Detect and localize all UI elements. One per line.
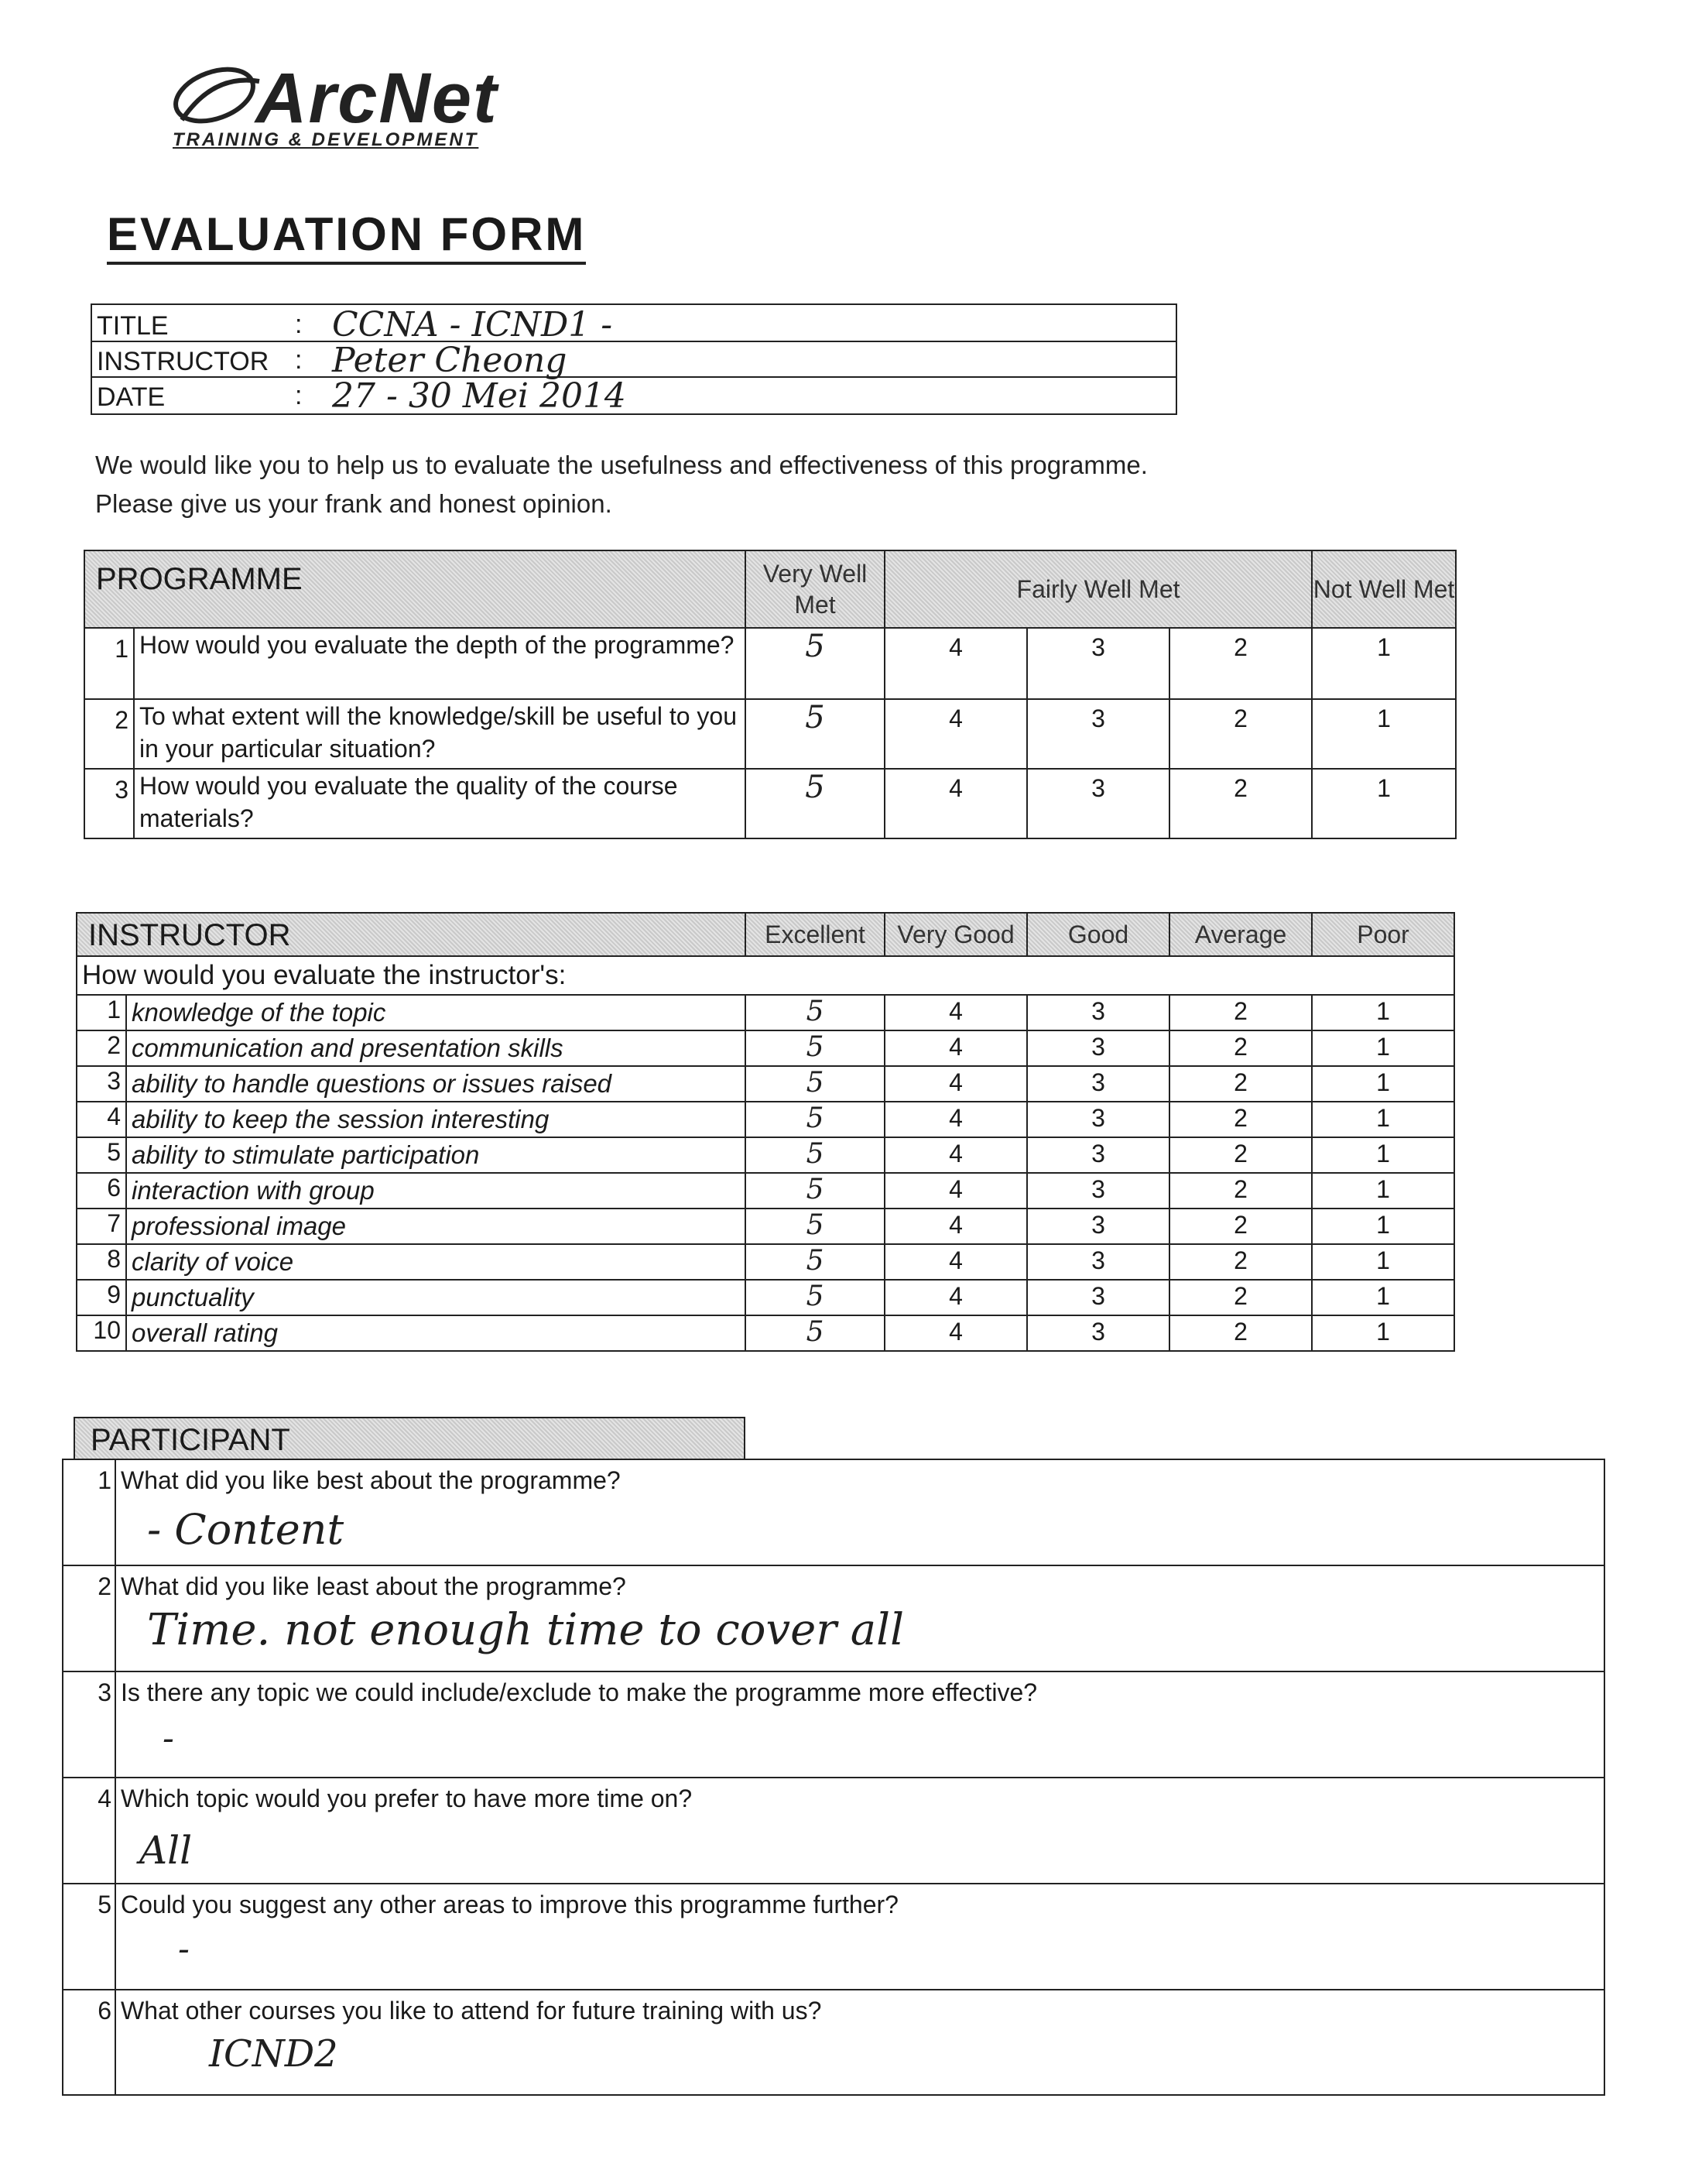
item-text: professional image — [126, 1209, 745, 1244]
rating-3[interactable]: 3 — [1027, 1030, 1169, 1066]
rating-3[interactable]: 3 — [1027, 1173, 1169, 1209]
question-cell — [115, 1990, 1604, 2095]
question-text: To what extent will the knowledge/skill be useful to you in your particular situation? — [134, 699, 745, 769]
rating-1[interactable]: 1 — [1312, 1280, 1454, 1315]
question-cell — [115, 1778, 1604, 1884]
info-colon: : — [295, 381, 303, 410]
question-text: How would you evaluate the depth of the programme? — [134, 628, 745, 699]
participant-row — [63, 1990, 1604, 2095]
instructor-row — [77, 1315, 1454, 1351]
rating-1[interactable]: 1 — [1312, 769, 1456, 838]
rating-3[interactable]: 3 — [1027, 1209, 1169, 1244]
row-number: 9 — [77, 1280, 126, 1315]
item-text: ability to handle questions or issues raised — [126, 1066, 745, 1102]
rating-3[interactable]: 3 — [1027, 699, 1169, 769]
instructor-header — [77, 913, 745, 956]
rating-2[interactable]: 2 — [1169, 1137, 1312, 1173]
rating-2[interactable]: 2 — [1169, 1102, 1312, 1137]
rating-5-marked[interactable]: 5 — [745, 628, 885, 699]
info-row-title — [92, 305, 1176, 345]
programme-row — [84, 628, 1456, 699]
rating-4[interactable]: 4 — [885, 995, 1027, 1030]
intro-line-1: We would like you to help us to evaluate the usefulness and effectiveness of this programme. — [95, 451, 1148, 479]
rating-5-marked[interactable]: 5 — [745, 1066, 885, 1102]
scale-label-low: Not Well Met — [1312, 550, 1456, 628]
row-number: 3 — [77, 1066, 126, 1102]
col-average: Average — [1169, 913, 1312, 956]
rating-5-marked[interactable]: 5 — [745, 1102, 885, 1137]
rating-4[interactable]: 4 — [885, 1280, 1027, 1315]
rating-4[interactable]: 4 — [885, 769, 1027, 838]
course-info-box — [91, 303, 1177, 415]
rating-1[interactable]: 1 — [1312, 1315, 1454, 1351]
rating-1[interactable]: 1 — [1312, 1066, 1454, 1102]
row-number: 5 — [63, 1884, 115, 1990]
col-good: Good — [1027, 913, 1169, 956]
participant-row — [63, 1671, 1604, 1778]
rating-2[interactable]: 2 — [1169, 628, 1312, 699]
rating-5-marked[interactable]: 5 — [745, 995, 885, 1030]
rating-4[interactable]: 4 — [885, 699, 1027, 769]
item-text: ability to keep the session interesting — [126, 1102, 745, 1137]
instructor-row — [77, 1102, 1454, 1137]
programme-heading: PROGRAMME — [96, 562, 303, 596]
col-excellent: Excellent — [745, 913, 885, 956]
rating-1[interactable]: 1 — [1312, 628, 1456, 699]
participant-heading: PARTICIPANT — [91, 1423, 290, 1457]
row-number: 4 — [63, 1778, 115, 1884]
row-number: 3 — [63, 1671, 115, 1778]
rating-3[interactable]: 3 — [1027, 1244, 1169, 1280]
instructor-heading: INSTRUCTOR — [88, 918, 291, 952]
rating-4[interactable]: 4 — [885, 1209, 1027, 1244]
row-number: 6 — [63, 1990, 115, 2095]
rating-5-marked[interactable]: 5 — [745, 1244, 885, 1280]
row-number: 7 — [77, 1209, 126, 1244]
row-number: 8 — [77, 1244, 126, 1280]
rating-1[interactable]: 1 — [1312, 1102, 1454, 1137]
row-number: 6 — [77, 1173, 126, 1209]
rating-2[interactable]: 2 — [1169, 995, 1312, 1030]
rating-2[interactable]: 2 — [1169, 1066, 1312, 1102]
logo-wordmark: ArcNet — [255, 59, 498, 138]
instructor-row — [77, 1244, 1454, 1280]
instructor-prompt: How would you evaluate the instructor's: — [77, 956, 1454, 995]
instructor-table — [76, 912, 1455, 1352]
question-cell — [115, 1884, 1604, 1990]
item-text: overall rating — [126, 1315, 745, 1351]
rating-2[interactable]: 2 — [1169, 1315, 1312, 1351]
programme-table — [84, 550, 1457, 839]
rating-4[interactable]: 4 — [885, 1030, 1027, 1066]
rating-2[interactable]: 2 — [1169, 1244, 1312, 1280]
rating-5-marked[interactable]: 5 — [745, 699, 885, 769]
rating-3[interactable]: 3 — [1027, 628, 1169, 699]
info-value-date[interactable]: 27 - 30 Mei 2014 — [332, 376, 626, 416]
answer-text[interactable]: - — [178, 1929, 190, 1969]
info-row-instructor — [92, 341, 1176, 378]
rating-1[interactable]: 1 — [1312, 699, 1456, 769]
answer-text[interactable]: All — [139, 1828, 193, 1873]
row-number: 5 — [77, 1137, 126, 1173]
form-title: EVALUATION FORM — [107, 209, 586, 265]
rating-1[interactable]: 1 — [1312, 1137, 1454, 1173]
row-number: 2 — [84, 699, 134, 769]
participant-row — [63, 1778, 1604, 1884]
answer-text[interactable]: - Content — [147, 1505, 344, 1554]
rating-3[interactable]: 3 — [1027, 1066, 1169, 1102]
rating-4[interactable]: 4 — [885, 1173, 1027, 1209]
scale-label-high: Very Well Met — [745, 550, 885, 628]
instructor-row — [77, 995, 1454, 1030]
row-number: 3 — [84, 769, 134, 838]
instructor-row — [77, 1280, 1454, 1315]
item-text: interaction with group — [126, 1173, 745, 1209]
info-row-date — [92, 376, 1176, 416]
rating-3[interactable]: 3 — [1027, 1102, 1169, 1137]
info-label: INSTRUCTOR — [97, 347, 269, 376]
rating-2[interactable]: 2 — [1169, 1173, 1312, 1209]
rating-5-marked[interactable]: 5 — [745, 769, 885, 838]
rating-1[interactable]: 1 — [1312, 1030, 1454, 1066]
answer-text[interactable]: ICND2 — [209, 2032, 338, 2076]
instructor-row — [77, 1209, 1454, 1244]
rating-2[interactable]: 2 — [1169, 769, 1312, 838]
rating-3[interactable]: 3 — [1027, 1137, 1169, 1173]
answer-text[interactable]: - — [163, 1719, 174, 1758]
answer-text[interactable]: Time. not enough time to cover all — [147, 1605, 905, 1655]
programme-row — [84, 699, 1456, 769]
row-number: 1 — [84, 628, 134, 699]
rating-2[interactable]: 2 — [1169, 1030, 1312, 1066]
rating-3[interactable]: 3 — [1027, 769, 1169, 838]
rating-5-marked[interactable]: 5 — [745, 1315, 885, 1351]
rating-4[interactable]: 4 — [885, 628, 1027, 699]
question-cell — [115, 1565, 1604, 1671]
item-text: ability to stimulate participation — [126, 1137, 745, 1173]
rating-2[interactable]: 2 — [1169, 699, 1312, 769]
item-text: knowledge of the topic — [126, 995, 745, 1030]
participant-table — [62, 1459, 1605, 2096]
info-label: DATE — [97, 382, 166, 412]
info-value-title[interactable]: CCNA - ICND1 - — [332, 305, 613, 345]
col-very-good: Very Good — [885, 913, 1027, 956]
question-text: Is there any topic we could include/exclude to make the programme more effective? — [121, 1678, 1038, 1706]
rating-1[interactable]: 1 — [1312, 1173, 1454, 1209]
question-text: Could you suggest any other areas to improve this programme further? — [121, 1891, 899, 1918]
rating-5-marked[interactable]: 5 — [745, 1137, 885, 1173]
item-text: punctuality — [126, 1280, 745, 1315]
question-cell — [115, 1671, 1604, 1778]
info-colon: : — [295, 310, 303, 339]
rating-1[interactable]: 1 — [1312, 995, 1454, 1030]
item-text: communication and presentation skills — [126, 1030, 745, 1066]
rating-4[interactable]: 4 — [885, 1315, 1027, 1351]
rating-4[interactable]: 4 — [885, 1102, 1027, 1137]
arcnet-logo — [166, 58, 631, 159]
participant-row — [63, 1459, 1604, 1565]
row-number: 2 — [63, 1565, 115, 1671]
col-poor: Poor — [1312, 913, 1454, 956]
rating-3[interactable]: 3 — [1027, 995, 1169, 1030]
rating-2[interactable]: 2 — [1169, 1209, 1312, 1244]
instructor-row — [77, 1030, 1454, 1066]
participant-row — [63, 1565, 1604, 1671]
rating-5-marked[interactable]: 5 — [745, 1280, 885, 1315]
participant-row — [63, 1884, 1604, 1990]
participant-header — [74, 1417, 745, 1460]
row-number: 1 — [63, 1459, 115, 1565]
rating-5-marked[interactable]: 5 — [745, 1209, 885, 1244]
rating-1[interactable]: 1 — [1312, 1209, 1454, 1244]
question-text: What other courses you like to attend for future training with us? — [121, 1997, 822, 2025]
row-number: 10 — [77, 1315, 126, 1351]
instructor-row — [77, 1173, 1454, 1209]
rating-2[interactable]: 2 — [1169, 1280, 1312, 1315]
scale-label-mid: Fairly Well Met — [885, 550, 1312, 628]
instructor-row — [77, 1137, 1454, 1173]
rating-4[interactable]: 4 — [885, 1137, 1027, 1173]
row-number: 1 — [77, 995, 126, 1030]
rating-5-marked[interactable]: 5 — [745, 1173, 885, 1209]
rating-1[interactable]: 1 — [1312, 1244, 1454, 1280]
item-text: clarity of voice — [126, 1244, 745, 1280]
instructor-row — [77, 1066, 1454, 1102]
rating-5-marked[interactable]: 5 — [745, 1030, 885, 1066]
programme-header — [84, 550, 745, 628]
question-text: Which topic would you prefer to have more time on? — [121, 1785, 693, 1812]
row-number: 2 — [77, 1030, 126, 1066]
intro-line-2: Please give us your frank and honest opinion. — [95, 489, 612, 518]
info-label: TITLE — [97, 311, 169, 341]
rating-4[interactable]: 4 — [885, 1244, 1027, 1280]
rating-3[interactable]: 3 — [1027, 1315, 1169, 1351]
info-colon: : — [295, 345, 303, 375]
rating-4[interactable]: 4 — [885, 1066, 1027, 1102]
row-number: 4 — [77, 1102, 126, 1137]
programme-row — [84, 769, 1456, 838]
question-text: What did you like least about the programme? — [121, 1572, 626, 1600]
question-cell — [115, 1459, 1604, 1565]
info-value-instructor[interactable]: Peter Cheong — [332, 341, 567, 380]
question-text: What did you like best about the programme? — [121, 1466, 621, 1494]
question-text: How would you evaluate the quality of the course materials? — [134, 769, 745, 838]
logo-tagline: TRAINING & DEVELOPMENT — [173, 129, 479, 150]
rating-3[interactable]: 3 — [1027, 1280, 1169, 1315]
